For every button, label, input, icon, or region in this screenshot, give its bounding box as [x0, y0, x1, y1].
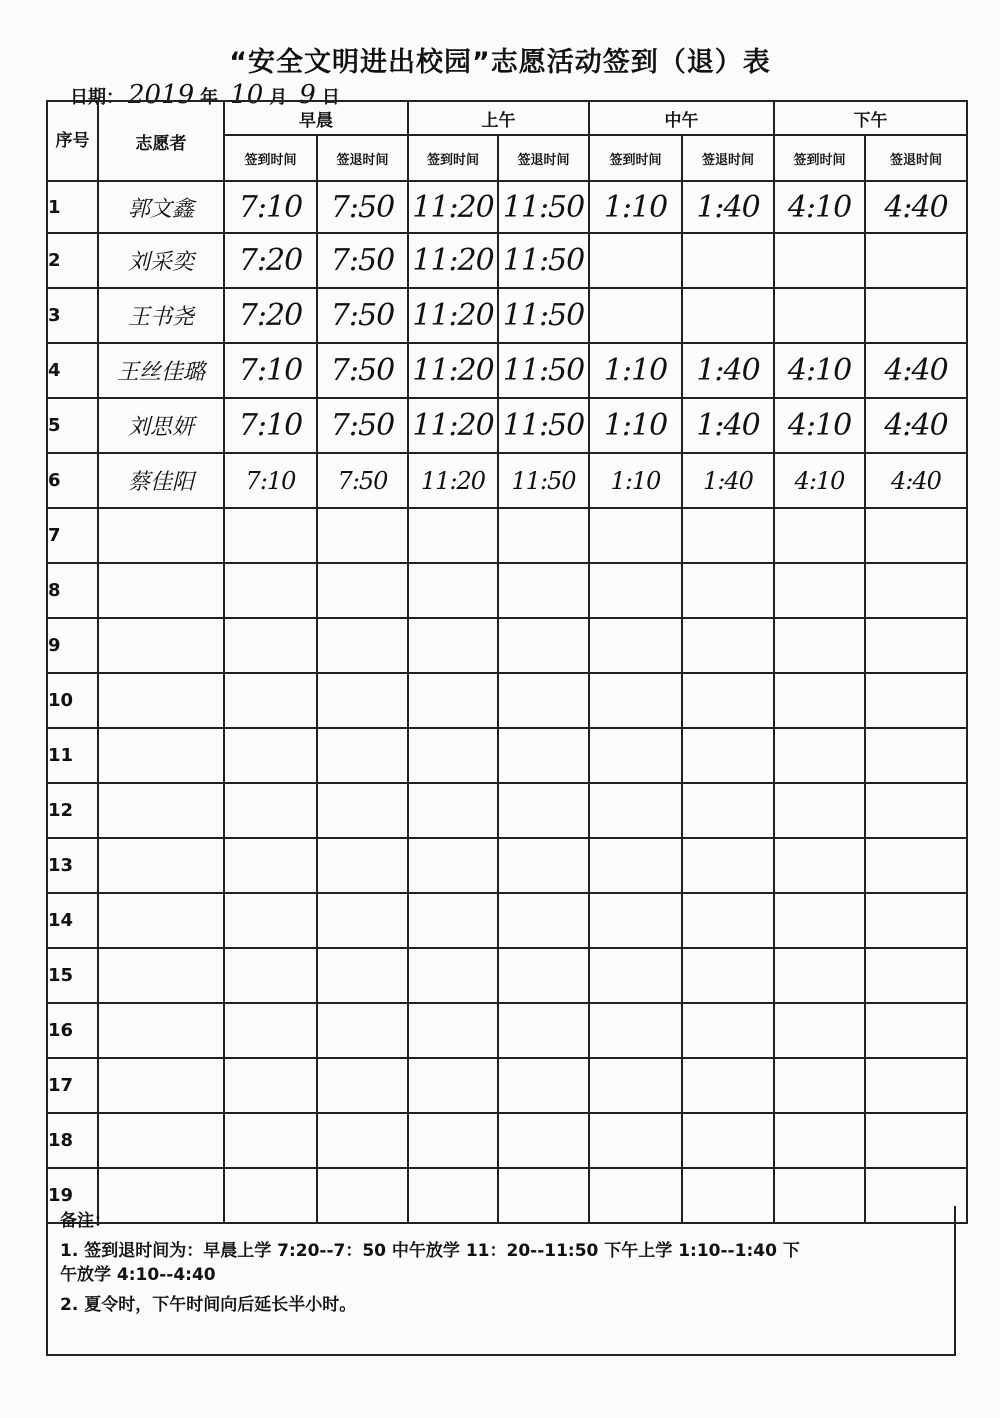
- sign-out-time: [682, 508, 774, 563]
- row-number: 11: [47, 728, 98, 783]
- sign-in-time: [774, 1003, 865, 1058]
- row-number: 9: [47, 618, 98, 673]
- date-month: 10: [230, 80, 264, 110]
- sign-in-time: [408, 1003, 498, 1058]
- sign-out-time: 1:40: [682, 181, 774, 233]
- sign-in-time: [408, 618, 498, 673]
- sign-in-time: [774, 948, 865, 1003]
- header-period-noon: 中午: [589, 101, 774, 135]
- sign-in-time: [774, 563, 865, 618]
- table-body: [47, 181, 967, 1223]
- sign-in-time: [408, 673, 498, 728]
- row-number: 13: [47, 838, 98, 893]
- year-unit: 年: [200, 87, 219, 108]
- sign-out-time: [317, 948, 408, 1003]
- sign-out-time: [682, 563, 774, 618]
- sign-in-time: [408, 1113, 498, 1168]
- date-day: 9: [299, 80, 316, 110]
- sign-in-time: 11:20: [408, 233, 498, 288]
- sign-out-time: [682, 728, 774, 783]
- table-row: [47, 288, 967, 343]
- sign-out-time: [317, 893, 408, 948]
- sign-out-time: [498, 1113, 589, 1168]
- table-row: [47, 181, 967, 233]
- sign-in-time: [408, 508, 498, 563]
- sign-in-time: [408, 838, 498, 893]
- sign-in-time: [589, 1113, 682, 1168]
- sign-out-time: 11:50: [498, 288, 589, 343]
- sign-in-time: [224, 783, 317, 838]
- row-number: 19: [47, 1168, 98, 1223]
- day-unit: 日: [321, 87, 340, 108]
- sign-in-time: [774, 618, 865, 673]
- volunteer-name: 郭文鑫: [98, 181, 224, 233]
- sign-in-time: [224, 948, 317, 1003]
- sign-in-time: [774, 728, 865, 783]
- sign-out-time: 7:50: [317, 181, 408, 233]
- sign-in-time: 11:20: [408, 288, 498, 343]
- sign-out-time: [498, 893, 589, 948]
- sign-out-time: [682, 673, 774, 728]
- row-number: 7: [47, 508, 98, 563]
- sign-out-time: [865, 288, 967, 343]
- sign-out-time: [317, 838, 408, 893]
- sign-in-time: 1:10: [589, 343, 682, 398]
- sign-out-time: [865, 783, 967, 838]
- sign-out-time: [865, 563, 967, 618]
- sign-out-time: 11:50: [498, 453, 589, 508]
- volunteer-name: [98, 618, 224, 673]
- row-number: 6: [47, 453, 98, 508]
- volunteer-name: [98, 728, 224, 783]
- sign-out-time: [317, 673, 408, 728]
- sign-in-time: [589, 893, 682, 948]
- sign-out-time: [682, 288, 774, 343]
- sign-out-time: 1:40: [682, 398, 774, 453]
- sign-out-time: [682, 948, 774, 1003]
- sign-in-time: 7:10: [224, 453, 317, 508]
- date-label: 日期：: [70, 87, 124, 108]
- row-number: 8: [47, 563, 98, 618]
- sign-in-time: [774, 783, 865, 838]
- header-period-forenoon: 上午: [408, 101, 589, 135]
- sign-out-time: 7:50: [317, 343, 408, 398]
- sign-out-time: [317, 1113, 408, 1168]
- sign-in-time: [589, 673, 682, 728]
- sign-in-time: [589, 508, 682, 563]
- volunteer-name: 王丝佳璐: [98, 343, 224, 398]
- sign-in-time: [224, 673, 317, 728]
- sign-out-time: 11:50: [498, 398, 589, 453]
- sign-out-time: [865, 1058, 967, 1113]
- date-year: 2019: [128, 80, 195, 110]
- sign-out-time: 11:50: [498, 233, 589, 288]
- sign-in-time: [408, 1058, 498, 1113]
- sign-out-time: [682, 1113, 774, 1168]
- table-row: [47, 893, 967, 948]
- header-sign-out: 签退时间: [317, 135, 408, 181]
- sign-out-time: [682, 893, 774, 948]
- sign-out-time: [498, 838, 589, 893]
- row-number: 12: [47, 783, 98, 838]
- sign-in-time: [224, 728, 317, 783]
- header-period-morning: 早晨: [224, 101, 408, 135]
- sign-out-time: [498, 673, 589, 728]
- volunteer-name: [98, 1113, 224, 1168]
- sign-out-time: [682, 838, 774, 893]
- sign-in-time: [774, 508, 865, 563]
- remarks-line-1-cont: 午放学 4:10--4:40: [60, 1265, 216, 1285]
- sign-out-time: [317, 563, 408, 618]
- volunteer-name: [98, 948, 224, 1003]
- sign-in-time: 7:10: [224, 343, 317, 398]
- sign-out-time: [865, 893, 967, 948]
- volunteer-name: [98, 563, 224, 618]
- row-number: 3: [47, 288, 98, 343]
- sign-out-time: [317, 728, 408, 783]
- sign-in-time: [774, 288, 865, 343]
- volunteer-name: [98, 838, 224, 893]
- table-row: [47, 343, 967, 398]
- header-sign-in: 签到时间: [224, 135, 317, 181]
- table-row: [47, 233, 967, 288]
- sign-in-time: 11:20: [408, 181, 498, 233]
- table-row: [47, 1113, 967, 1168]
- sign-out-time: 4:40: [865, 453, 967, 508]
- form-title: “安全文明进出校园”志愿活动签到（退）表: [229, 47, 771, 78]
- header-period-afternoon: 下午: [774, 101, 967, 135]
- sign-out-time: [682, 1058, 774, 1113]
- sign-out-time: [682, 618, 774, 673]
- sign-in-time: [589, 1003, 682, 1058]
- sign-out-time: [317, 618, 408, 673]
- row-number: 14: [47, 893, 98, 948]
- sign-out-time: [865, 673, 967, 728]
- volunteer-name: [98, 893, 224, 948]
- sign-out-time: [865, 233, 967, 288]
- volunteer-name: 刘思妍: [98, 398, 224, 453]
- sign-out-time: [498, 618, 589, 673]
- table-row: [47, 728, 967, 783]
- sign-out-time: [865, 948, 967, 1003]
- sign-in-time: [589, 563, 682, 618]
- sign-out-time: 11:50: [498, 181, 589, 233]
- sign-out-time: 7:50: [317, 453, 408, 508]
- sign-in-time: 7:20: [224, 233, 317, 288]
- sign-out-time: [317, 1058, 408, 1113]
- table-row: [47, 618, 967, 673]
- row-number: 10: [47, 673, 98, 728]
- sign-in-time: [589, 838, 682, 893]
- sign-out-time: [865, 1003, 967, 1058]
- sign-in-time: [589, 233, 682, 288]
- sign-out-time: [865, 508, 967, 563]
- row-number: 5: [47, 398, 98, 453]
- header-sign-in: 签到时间: [774, 135, 865, 181]
- sign-out-time: 7:50: [317, 288, 408, 343]
- sign-in-time: [774, 1113, 865, 1168]
- sign-in-time: [774, 893, 865, 948]
- header-row-periods: [47, 101, 967, 135]
- sign-out-time: 7:50: [317, 233, 408, 288]
- row-number: 2: [47, 233, 98, 288]
- table-row: [47, 563, 967, 618]
- sign-out-time: [865, 1113, 967, 1168]
- sign-out-time: 1:40: [682, 453, 774, 508]
- sign-in-time: [589, 783, 682, 838]
- sign-in-time: [589, 618, 682, 673]
- sign-in-time: [774, 1058, 865, 1113]
- sign-out-time: [317, 508, 408, 563]
- sign-in-time: [774, 838, 865, 893]
- sign-in-time: [224, 508, 317, 563]
- row-number: 16: [47, 1003, 98, 1058]
- sign-in-time: 11:20: [408, 398, 498, 453]
- volunteer-name: [98, 673, 224, 728]
- sign-in-time: [774, 673, 865, 728]
- table-row: [47, 398, 967, 453]
- sign-in-time: 4:10: [774, 398, 865, 453]
- sign-out-time: [498, 508, 589, 563]
- sign-out-time: [317, 1003, 408, 1058]
- table-row: [47, 1058, 967, 1113]
- table-row: [47, 453, 967, 508]
- remarks-line-2: 2. 夏令时，下午时间向后延长半小时。: [60, 1295, 357, 1315]
- sign-in-time: [408, 893, 498, 948]
- sign-out-time: [498, 728, 589, 783]
- sign-in-time: 7:10: [224, 181, 317, 233]
- sign-out-time: [865, 618, 967, 673]
- volunteer-name: [98, 783, 224, 838]
- sign-in-time: [224, 1058, 317, 1113]
- header-sign-out: 签退时间: [498, 135, 589, 181]
- sign-in-time: [589, 728, 682, 783]
- sign-in-table: [46, 100, 968, 1224]
- table-row: [47, 838, 967, 893]
- sign-in-time: 11:20: [408, 453, 498, 508]
- volunteer-name: [98, 508, 224, 563]
- header-volunteer: 志愿者: [98, 101, 224, 181]
- table-row: [47, 1003, 967, 1058]
- sign-out-time: [682, 783, 774, 838]
- sign-in-time: [224, 893, 317, 948]
- sign-in-time: 7:10: [224, 398, 317, 453]
- sign-out-time: 11:50: [498, 343, 589, 398]
- volunteer-name: 蔡佳阳: [98, 453, 224, 508]
- sign-out-time: 4:40: [865, 343, 967, 398]
- row-number: 18: [47, 1113, 98, 1168]
- sign-in-time: 4:10: [774, 181, 865, 233]
- month-unit: 月: [269, 87, 288, 108]
- header-sign-out: 签退时间: [865, 135, 967, 181]
- volunteer-name: 刘采奕: [98, 233, 224, 288]
- row-number: 17: [47, 1058, 98, 1113]
- sign-out-time: 1:40: [682, 343, 774, 398]
- sign-in-time: [224, 1003, 317, 1058]
- sign-in-time: 11:20: [408, 343, 498, 398]
- table-row: [47, 673, 967, 728]
- sign-in-time: 1:10: [589, 181, 682, 233]
- sign-in-time: 4:10: [774, 453, 865, 508]
- sign-in-time: [224, 563, 317, 618]
- volunteer-name: [98, 1058, 224, 1113]
- remarks-line-1: 1. 签到退时间为：早晨上学 7:20--7：50 中午放学 11：20--11:50 下午上学 1:10--1:40 下: [60, 1241, 800, 1261]
- sign-out-time: 7:50: [317, 398, 408, 453]
- sign-in-time: 1:10: [589, 398, 682, 453]
- sign-in-time: 7:20: [224, 288, 317, 343]
- sign-in-time: [589, 1058, 682, 1113]
- row-number: 15: [47, 948, 98, 1003]
- sign-in-time: [408, 563, 498, 618]
- table-row: [47, 948, 967, 1003]
- sign-out-time: [682, 233, 774, 288]
- remarks-label: 备注：: [60, 1211, 111, 1231]
- sign-in-time: [408, 783, 498, 838]
- header-sign-out: 签退时间: [682, 135, 774, 181]
- sign-out-time: [498, 1058, 589, 1113]
- sign-in-time: [408, 728, 498, 783]
- row-number: 1: [47, 181, 98, 233]
- sign-out-time: [682, 1003, 774, 1058]
- sign-out-time: [498, 783, 589, 838]
- header-sign-in: 签到时间: [408, 135, 498, 181]
- volunteer-name: [98, 1003, 224, 1058]
- sign-in-time: 4:10: [774, 343, 865, 398]
- sign-in-time: [224, 618, 317, 673]
- sign-out-time: [498, 1003, 589, 1058]
- table-row: [47, 508, 967, 563]
- remarks-box: [46, 1206, 956, 1356]
- sign-out-time: [865, 728, 967, 783]
- header-sign-in: 签到时间: [589, 135, 682, 181]
- sign-in-time: [589, 288, 682, 343]
- sign-out-time: [498, 563, 589, 618]
- header-seq: 序号: [47, 101, 98, 181]
- sign-in-time: [774, 233, 865, 288]
- sign-out-time: [498, 948, 589, 1003]
- volunteer-name: 王书尧: [98, 288, 224, 343]
- sign-out-time: 4:40: [865, 398, 967, 453]
- sign-in-time: 1:10: [589, 453, 682, 508]
- sign-out-time: [865, 838, 967, 893]
- sign-out-time: 4:40: [865, 181, 967, 233]
- row-number: 4: [47, 343, 98, 398]
- sign-out-time: [317, 783, 408, 838]
- sign-in-time: [589, 948, 682, 1003]
- sign-in-time: [224, 1113, 317, 1168]
- table-row: [47, 783, 967, 838]
- sign-in-time: [408, 948, 498, 1003]
- sign-in-time: [224, 838, 317, 893]
